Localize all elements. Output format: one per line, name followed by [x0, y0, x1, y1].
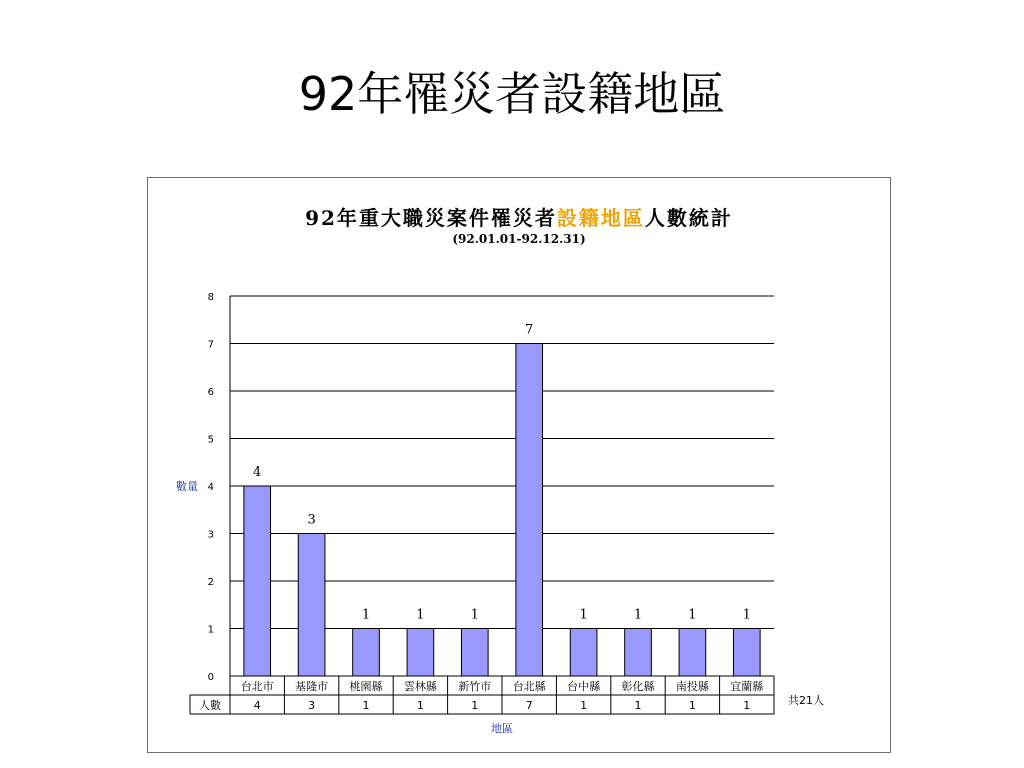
x-tick-label: 彰化縣 — [621, 680, 655, 693]
bar — [461, 629, 488, 677]
y-tick-label: 0 — [207, 672, 214, 683]
data-label: 1 — [633, 607, 643, 623]
y-tick-label: 5 — [207, 434, 214, 446]
table-value: 7 — [525, 699, 533, 712]
bar — [679, 629, 706, 677]
table-value: 1 — [362, 699, 370, 712]
table-value: 1 — [743, 699, 751, 712]
x-axis-title: 地區 — [491, 722, 513, 735]
bar — [407, 629, 434, 677]
bar — [516, 344, 543, 677]
chart-subtitle: (92.01.01-92.12.31) — [452, 232, 586, 246]
bar — [733, 629, 760, 677]
y-tick-label: 2 — [207, 577, 214, 588]
chart-title-part-3: 人數統計 — [644, 206, 733, 230]
table-value: 3 — [308, 699, 316, 712]
x-tick-label: 台北縣 — [512, 680, 546, 693]
x-tick-label: 基隆市 — [295, 680, 329, 693]
bar — [353, 629, 380, 677]
total-label: 共21人 — [788, 694, 824, 707]
x-tick-label: 桃園縣 — [349, 680, 383, 693]
bar — [298, 534, 325, 677]
x-tick-label: 南投縣 — [675, 680, 709, 693]
data-label: 1 — [688, 607, 697, 623]
data-label: 1 — [361, 607, 371, 623]
x-tick-label: 宜蘭縣 — [730, 680, 764, 693]
data-label: 4 — [253, 465, 262, 480]
data-label: 1 — [579, 607, 588, 623]
table-value: 1 — [416, 699, 424, 712]
bar-chart — [148, 178, 890, 752]
x-tick-label: 台北市 — [240, 680, 274, 693]
table-value: 1 — [471, 699, 479, 712]
y-tick-label: 7 — [207, 339, 214, 351]
data-label: 1 — [742, 607, 751, 623]
x-tick-label: 雲林縣 — [403, 680, 437, 693]
table-value: 4 — [253, 699, 261, 712]
table-value: 1 — [580, 699, 588, 712]
data-label: 3 — [307, 512, 316, 528]
y-tick-label: 4 — [207, 482, 214, 493]
x-tick-label: 台中縣 — [567, 680, 601, 693]
y-tick-label: 6 — [207, 387, 214, 398]
bar — [570, 629, 597, 677]
table-value: 1 — [688, 699, 696, 712]
y-tick-label: 1 — [207, 624, 214, 636]
x-tick-label: 新竹市 — [458, 680, 492, 693]
bar — [244, 486, 271, 676]
y-tick-label: 8 — [207, 292, 214, 303]
data-label: 1 — [416, 607, 425, 623]
slide-title: 92年罹災者設籍地區 — [298, 67, 726, 121]
y-axis-title: 數量 — [176, 480, 198, 493]
bar — [625, 629, 652, 677]
chart-title-part-2: 設籍地區 — [556, 206, 645, 230]
table-value: 1 — [634, 699, 642, 712]
chart-title-part-1: 92年重大職災案件罹災者 — [305, 206, 557, 230]
data-label: 7 — [525, 322, 534, 338]
y-tick-label: 3 — [207, 529, 214, 541]
data-label: 1 — [470, 607, 479, 623]
chart-frame — [147, 177, 891, 753]
table-row-label: 人數 — [199, 699, 221, 712]
